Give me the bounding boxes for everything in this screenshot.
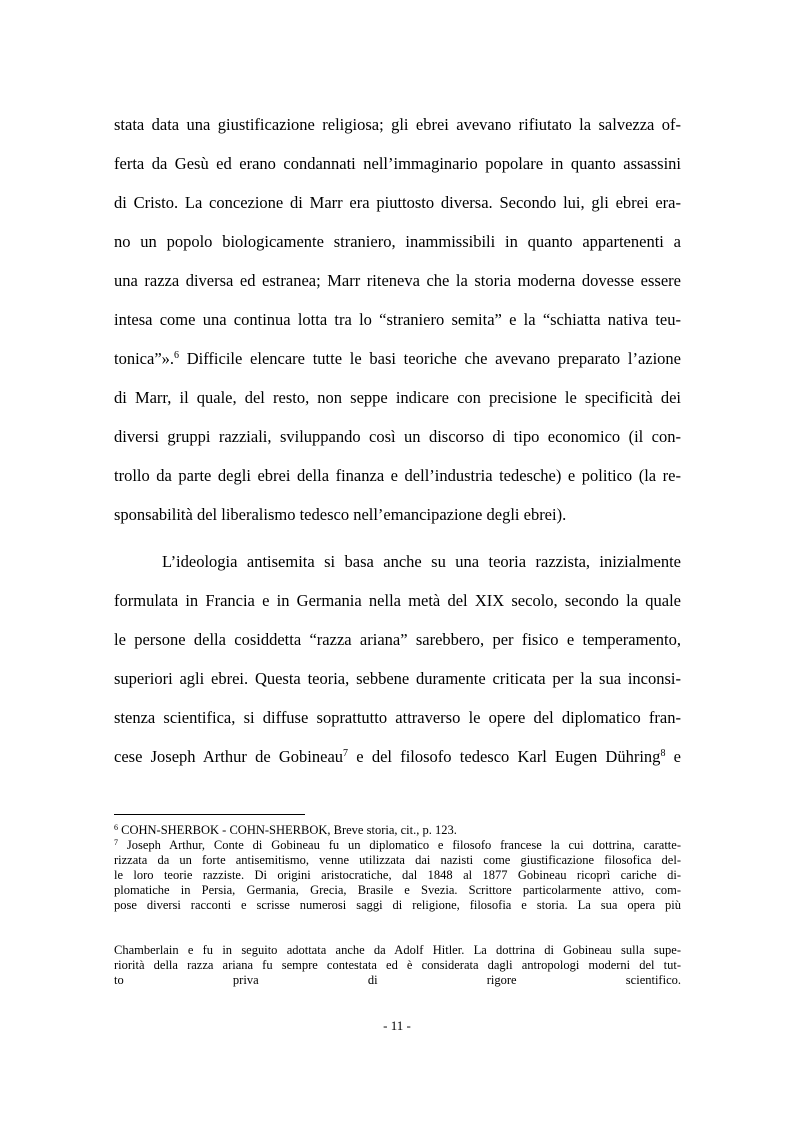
body-line: ferta da Gesù ed erano condannati nell’immaginario popolare in quanto assassini: [114, 154, 681, 173]
footnote-ref-6[interactable]: 6: [174, 350, 180, 361]
body-line: cese Joseph Arthur de Gobineau$^7$ e del filosofo tedesco Karl Eugen Dühring$^8$ e: [114, 747, 681, 766]
footnote-line: riorità della razza ariana fu sempre contestata ed è considerata dagli antropologi moderni del tut-: [114, 958, 681, 972]
body-line: sponsabilità del liberalismo tedesco nell’emancipazione degli ebrei).: [114, 505, 567, 524]
body-line: stata data una giustificazione religiosa; gli ebrei avevano rifiutato la salvezza of-: [114, 115, 681, 134]
footnote-ref-7[interactable]: 7: [343, 748, 349, 759]
footnote-line: rizzata da un forte antisemitismo, venne utilizzata dai nazisti come giustificazione filosofica del-: [114, 853, 681, 867]
footnote-6: $^6$ COHN-SHERBOK - COHN-SHERBOK, Breve storia, cit., p. 123.: [114, 823, 457, 837]
body-line: diversi gruppi razziali, sviluppando così un discorso di tipo economico (il con-: [114, 427, 681, 446]
body-line: le persone della cosiddetta “razza ariana” sarebbero, per fisico e temperamento,: [114, 630, 681, 649]
page-number: - 11 -: [383, 1018, 411, 1033]
body-line: tonica”».$^6$ Difficile elencare tutte le basi teoriche che avevano preparato l’azione: [114, 349, 681, 368]
footnote-7: $^7$ Joseph Arthur, Conte di Gobineau fu un diplomatico e filosofo francese la cui dottrina, caratte-: [114, 838, 681, 852]
footnote-line: Chamberlain e fu in seguito adottata anche da Adolf Hitler. La dottrina di Gobineau sulla supe-: [114, 943, 681, 957]
footnote-line: to priva di rigore scientifico.: [114, 973, 681, 987]
footnote-ref-8[interactable]: 8: [660, 748, 666, 759]
body-line: trollo da parte degli ebrei della finanza e dell’industria tedesche) e politico (la re-: [114, 466, 681, 485]
footnote-line: pose diversi racconti e scrisse numerosi saggi di religione, filosofia e storia. La sua opera più: [114, 898, 681, 912]
footnote-separator: [114, 814, 305, 815]
body-line: formulata in Francia e in Germania nella metà del XIX secolo, secondo la quale: [114, 591, 681, 610]
body-line: superiori agli ebrei. Questa teoria, sebbene duramente criticata per la sua inconsi-: [114, 669, 681, 688]
body-line: stenza scientifica, si diffuse soprattutto attraverso le opere del diplomatico fran-: [114, 708, 681, 727]
body-line: no un popolo biologicamente straniero, inammissibili in quanto appartenenti a: [114, 232, 681, 251]
body-line: di Cristo. La concezione di Marr era piuttosto diversa. Secondo lui, gli ebrei era-: [114, 193, 681, 212]
footnote-line: le loro teorie razziste. Di origini aristocratiche, dal 1848 al 1877 Gobineau ricoprì cariche di-: [114, 868, 681, 882]
body-line: L’ideologia antisemita si basa anche su una teoria razzista, inizialmente: [162, 552, 681, 571]
body-line: una razza diversa ed estranea; Marr riteneva che la storia moderna dovesse essere: [114, 271, 681, 290]
body-line: intesa come una continua lotta tra lo “straniero semita” e la “schiatta nativa teu-: [114, 310, 681, 329]
footnote-line: plomatiche in Persia, Germania, Grecia, Brasile e Svezia. Scrittore particolarmente attivo, com-: [114, 883, 681, 897]
body-line: di Marr, il quale, del resto, non seppe indicare con precisione le specificità dei: [114, 388, 681, 407]
